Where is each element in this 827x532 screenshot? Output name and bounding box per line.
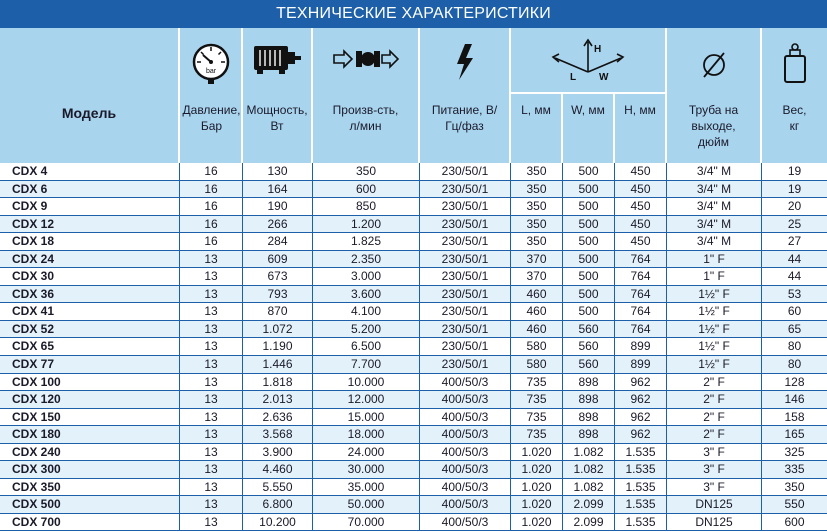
weight-cell: 146 bbox=[784, 392, 805, 407]
header-pressure-label: Давление, Бар bbox=[182, 103, 241, 133]
H-cell: 450 bbox=[615, 163, 667, 180]
flow-cell: 600 bbox=[313, 181, 420, 198]
table-row bbox=[0, 461, 827, 479]
H-cell: 450 bbox=[615, 198, 667, 215]
header-W-label: W, мм bbox=[571, 103, 605, 117]
table-row bbox=[0, 286, 827, 304]
supply-cell: 230/50/1 bbox=[420, 268, 511, 285]
table-row bbox=[0, 268, 827, 286]
pressure-cell: 13 bbox=[180, 391, 243, 408]
H-cell: 764 bbox=[615, 268, 667, 285]
L-cell: 350 bbox=[511, 181, 563, 198]
L-cell: 370 bbox=[511, 268, 563, 285]
H-cell: 962 bbox=[615, 391, 667, 408]
weight-cell: 60 bbox=[787, 304, 802, 319]
power-cell: 1.446 bbox=[243, 356, 313, 373]
power-cell: 870 bbox=[243, 303, 313, 320]
table-row bbox=[0, 321, 827, 339]
flow-cell: 850 bbox=[313, 198, 420, 215]
weight-cell: 128 bbox=[784, 374, 805, 389]
table-row bbox=[0, 303, 827, 321]
flow-cell: 3.000 bbox=[313, 268, 420, 285]
pipe-cell: 3" F bbox=[667, 461, 762, 478]
H-cell: 1.535 bbox=[615, 514, 667, 531]
W-cell: 500 bbox=[563, 163, 615, 180]
supply-cell: 400/50/3 bbox=[420, 461, 511, 478]
H-cell: 764 bbox=[615, 286, 667, 303]
model-cell: CDX 30 bbox=[0, 268, 180, 285]
pipe-cell: 2" F bbox=[667, 391, 762, 408]
table-title: ТЕХНИЧЕСКИЕ ХАРАКТЕРИСТИКИ bbox=[0, 0, 827, 28]
table-row bbox=[0, 444, 827, 462]
header-weight bbox=[762, 28, 827, 163]
pressure-cell: 13 bbox=[180, 461, 243, 478]
model-cell: CDX 9 bbox=[0, 198, 180, 215]
L-cell: 350 bbox=[511, 233, 563, 250]
flow-cell: 70.000 bbox=[313, 514, 420, 531]
header-power bbox=[243, 28, 313, 163]
pipe-cell: 1½" F bbox=[667, 338, 762, 355]
pipe-cell: 3/4" M bbox=[667, 181, 762, 198]
header-weight-label: Вес, кг bbox=[782, 103, 807, 133]
model-cell: CDX 77 bbox=[0, 356, 180, 373]
pipe-cell: 3/4" M bbox=[667, 163, 762, 180]
power-cell: 1.072 bbox=[243, 321, 313, 338]
L-cell: 580 bbox=[511, 338, 563, 355]
power-cell: 1.190 bbox=[243, 338, 313, 355]
dim-l-label: L bbox=[570, 72, 577, 83]
header-H-label: H, мм bbox=[624, 103, 656, 117]
flow-cell: 24.000 bbox=[313, 444, 420, 461]
header-dimensions-icon-area bbox=[511, 28, 665, 94]
H-cell: 450 bbox=[615, 216, 667, 233]
L-cell: 460 bbox=[511, 286, 563, 303]
model-cell: CDX 350 bbox=[0, 479, 180, 496]
gauge-bar-label: bar bbox=[205, 68, 216, 75]
W-cell: 560 bbox=[563, 338, 615, 355]
weight-cell: 20 bbox=[787, 199, 802, 214]
W-cell: 898 bbox=[563, 409, 615, 426]
pressure-cell: 16 bbox=[180, 233, 243, 250]
supply-cell: 230/50/1 bbox=[420, 233, 511, 250]
power-cell: 4.460 bbox=[243, 461, 313, 478]
weight-cell: 600 bbox=[784, 514, 805, 529]
H-cell: 450 bbox=[615, 181, 667, 198]
header-L bbox=[511, 94, 563, 163]
W-cell: 560 bbox=[563, 321, 615, 338]
model-cell: CDX 52 bbox=[0, 321, 180, 338]
power-cell: 190 bbox=[243, 198, 313, 215]
table-row bbox=[0, 479, 827, 497]
pressure-cell: 13 bbox=[180, 374, 243, 391]
flow-cell: 15.000 bbox=[313, 409, 420, 426]
model-cell: CDX 150 bbox=[0, 409, 180, 426]
pressure-cell: 13 bbox=[180, 356, 243, 373]
pipe-cell: DN125 bbox=[667, 496, 762, 513]
pressure-cell: 13 bbox=[180, 496, 243, 513]
supply-cell: 400/50/3 bbox=[420, 444, 511, 461]
pressure-cell: 16 bbox=[180, 181, 243, 198]
H-cell: 450 bbox=[615, 233, 667, 250]
table-header bbox=[0, 28, 827, 163]
model-cell: CDX 65 bbox=[0, 338, 180, 355]
pipe-cell: 2" F bbox=[667, 374, 762, 391]
flow-cell: 6.500 bbox=[313, 338, 420, 355]
model-cell: CDX 100 bbox=[0, 374, 180, 391]
supply-cell: 400/50/3 bbox=[420, 426, 511, 443]
L-cell: 1.020 bbox=[511, 461, 563, 478]
header-pipe bbox=[667, 28, 762, 163]
supply-cell: 400/50/3 bbox=[420, 496, 511, 513]
flow-cell: 4.100 bbox=[313, 303, 420, 320]
model-cell: CDX 120 bbox=[0, 391, 180, 408]
header-model-label: Модель bbox=[61, 105, 117, 121]
pipe-cell: 1½" F bbox=[667, 321, 762, 338]
table-row bbox=[0, 409, 827, 427]
W-cell: 560 bbox=[563, 356, 615, 373]
W-cell: 500 bbox=[563, 268, 615, 285]
flow-cell: 350 bbox=[313, 163, 420, 180]
H-cell: 962 bbox=[615, 426, 667, 443]
header-L-label: L, мм bbox=[521, 103, 551, 117]
dimensions-icon bbox=[511, 36, 665, 86]
supply-cell: 400/50/3 bbox=[420, 391, 511, 408]
pressure-cell: 13 bbox=[180, 514, 243, 531]
pipe-cell: 2" F bbox=[667, 409, 762, 426]
model-cell: CDX 36 bbox=[0, 286, 180, 303]
flow-icon bbox=[313, 42, 418, 76]
pipe-cell: 3/4" M bbox=[667, 216, 762, 233]
pipe-cell: 1½" F bbox=[667, 286, 762, 303]
H-cell: 899 bbox=[615, 338, 667, 355]
pressure-cell: 13 bbox=[180, 286, 243, 303]
power-cell: 3.568 bbox=[243, 426, 313, 443]
flow-cell: 50.000 bbox=[313, 496, 420, 513]
pressure-cell: 13 bbox=[180, 321, 243, 338]
flow-cell: 12.000 bbox=[313, 391, 420, 408]
weight-cell: 44 bbox=[787, 269, 802, 284]
H-cell: 899 bbox=[615, 356, 667, 373]
power-cell: 3.900 bbox=[243, 444, 313, 461]
supply-cell: 400/50/3 bbox=[420, 409, 511, 426]
H-cell: 1.535 bbox=[615, 444, 667, 461]
header-dimensions bbox=[511, 28, 667, 163]
model-cell: CDX 41 bbox=[0, 303, 180, 320]
H-cell: 962 bbox=[615, 374, 667, 391]
table-row bbox=[0, 356, 827, 374]
weight-cell: 19 bbox=[787, 164, 802, 178]
header-pressure bbox=[180, 28, 243, 163]
flow-cell: 30.000 bbox=[313, 461, 420, 478]
H-cell: 764 bbox=[615, 321, 667, 338]
supply-cell: 230/50/1 bbox=[420, 338, 511, 355]
supply-cell: 230/50/1 bbox=[420, 251, 511, 268]
pressure-cell: 13 bbox=[180, 338, 243, 355]
supply-cell: 230/50/1 bbox=[420, 321, 511, 338]
table-row bbox=[0, 338, 827, 356]
flow-cell: 7.700 bbox=[313, 356, 420, 373]
flow-cell: 18.000 bbox=[313, 426, 420, 443]
power-cell: 130 bbox=[243, 163, 313, 180]
header-model bbox=[0, 28, 180, 163]
L-cell: 580 bbox=[511, 356, 563, 373]
table-row bbox=[0, 426, 827, 444]
W-cell: 500 bbox=[563, 286, 615, 303]
W-cell: 2.099 bbox=[563, 496, 615, 513]
pipe-cell: 3/4" M bbox=[667, 198, 762, 215]
L-cell: 350 bbox=[511, 163, 563, 180]
supply-cell: 230/50/1 bbox=[420, 216, 511, 233]
weight-cell: 53 bbox=[787, 286, 802, 301]
weight-cell: 65 bbox=[787, 321, 802, 336]
weight-cell: 27 bbox=[787, 234, 802, 249]
weight-cell: 350 bbox=[784, 479, 805, 494]
table-row bbox=[0, 216, 827, 234]
table-row bbox=[0, 163, 827, 181]
W-cell: 898 bbox=[563, 374, 615, 391]
pressure-cell: 16 bbox=[180, 163, 243, 180]
flow-cell: 3.600 bbox=[313, 286, 420, 303]
L-cell: 735 bbox=[511, 391, 563, 408]
table-row bbox=[0, 198, 827, 216]
weight-cell: 335 bbox=[784, 462, 805, 477]
model-cell: CDX 4 bbox=[0, 163, 180, 180]
pipe-cell: 1" F bbox=[667, 268, 762, 285]
pressure-cell: 13 bbox=[180, 479, 243, 496]
pipe-cell: 1½" F bbox=[667, 303, 762, 320]
L-cell: 350 bbox=[511, 216, 563, 233]
W-cell: 500 bbox=[563, 181, 615, 198]
weight-cell: 80 bbox=[787, 357, 802, 372]
header-power-label: Мощность, Вт bbox=[246, 103, 308, 133]
table-body bbox=[0, 163, 827, 531]
table-row bbox=[0, 374, 827, 392]
flow-cell: 5.200 bbox=[313, 321, 420, 338]
flow-cell: 1.825 bbox=[313, 233, 420, 250]
header-H bbox=[615, 94, 665, 163]
supply-cell: 230/50/1 bbox=[420, 356, 511, 373]
power-cell: 793 bbox=[243, 286, 313, 303]
power-cell: 266 bbox=[243, 216, 313, 233]
header-supply-label: Питание, В/Гц/фаз bbox=[431, 103, 498, 133]
power-cell: 5.550 bbox=[243, 479, 313, 496]
power-cell: 10.200 bbox=[243, 514, 313, 531]
L-cell: 350 bbox=[511, 198, 563, 215]
W-cell: 1.082 bbox=[563, 444, 615, 461]
pipe-cell: 1½" F bbox=[667, 356, 762, 373]
dim-w-label: W bbox=[599, 72, 609, 83]
power-cell: 673 bbox=[243, 268, 313, 285]
header-pipe-label: Труба на выходе, дюйм bbox=[688, 103, 739, 149]
L-cell: 1.020 bbox=[511, 496, 563, 513]
power-cell: 1.818 bbox=[243, 374, 313, 391]
model-cell: CDX 500 bbox=[0, 496, 180, 513]
L-cell: 460 bbox=[511, 303, 563, 320]
L-cell: 735 bbox=[511, 426, 563, 443]
model-cell: CDX 700 bbox=[0, 514, 180, 531]
L-cell: 735 bbox=[511, 409, 563, 426]
supply-cell: 230/50/1 bbox=[420, 163, 511, 180]
power-cell: 2.636 bbox=[243, 409, 313, 426]
header-supply bbox=[420, 28, 511, 163]
supply-cell: 400/50/3 bbox=[420, 479, 511, 496]
W-cell: 500 bbox=[563, 251, 615, 268]
weight-cell: 550 bbox=[784, 497, 805, 512]
supply-cell: 230/50/1 bbox=[420, 181, 511, 198]
L-cell: 1.020 bbox=[511, 514, 563, 531]
diameter-icon bbox=[667, 50, 760, 80]
weight-cell: 25 bbox=[787, 216, 802, 231]
model-cell: CDX 24 bbox=[0, 251, 180, 268]
pipe-cell: DN125 bbox=[667, 514, 762, 531]
table-row bbox=[0, 233, 827, 251]
power-cell: 6.800 bbox=[243, 496, 313, 513]
H-cell: 1.535 bbox=[615, 479, 667, 496]
power-cell: 609 bbox=[243, 251, 313, 268]
pressure-cell: 13 bbox=[180, 251, 243, 268]
table-row bbox=[0, 181, 827, 199]
lightning-icon bbox=[420, 42, 509, 82]
H-cell: 764 bbox=[615, 251, 667, 268]
supply-cell: 230/50/1 bbox=[420, 286, 511, 303]
dim-h-label: H bbox=[594, 44, 602, 55]
pipe-cell: 3" F bbox=[667, 444, 762, 461]
model-cell: CDX 180 bbox=[0, 426, 180, 443]
L-cell: 1.020 bbox=[511, 444, 563, 461]
flow-cell: 2.350 bbox=[313, 251, 420, 268]
weight-icon bbox=[762, 42, 827, 84]
table-row bbox=[0, 496, 827, 514]
pressure-cell: 13 bbox=[180, 444, 243, 461]
weight-cell: 165 bbox=[784, 427, 805, 442]
model-cell: CDX 18 bbox=[0, 233, 180, 250]
L-cell: 460 bbox=[511, 321, 563, 338]
pressure-cell: 13 bbox=[180, 268, 243, 285]
flow-cell: 10.000 bbox=[313, 374, 420, 391]
weight-cell: 325 bbox=[784, 444, 805, 459]
pressure-gauge-icon bbox=[180, 42, 241, 84]
header-flow bbox=[313, 28, 420, 163]
supply-cell: 400/50/3 bbox=[420, 514, 511, 531]
supply-cell: 230/50/1 bbox=[420, 303, 511, 320]
supply-cell: 230/50/1 bbox=[420, 198, 511, 215]
W-cell: 898 bbox=[563, 426, 615, 443]
pipe-cell: 2" F bbox=[667, 426, 762, 443]
L-cell: 370 bbox=[511, 251, 563, 268]
W-cell: 500 bbox=[563, 216, 615, 233]
W-cell: 500 bbox=[563, 233, 615, 250]
pressure-cell: 13 bbox=[180, 303, 243, 320]
H-cell: 1.535 bbox=[615, 496, 667, 513]
model-cell: CDX 6 bbox=[0, 181, 180, 198]
power-cell: 284 bbox=[243, 233, 313, 250]
pipe-cell: 1" F bbox=[667, 251, 762, 268]
L-cell: 1.020 bbox=[511, 479, 563, 496]
pressure-cell: 13 bbox=[180, 409, 243, 426]
pressure-cell: 16 bbox=[180, 216, 243, 233]
header-W bbox=[563, 94, 615, 163]
W-cell: 898 bbox=[563, 391, 615, 408]
motor-icon bbox=[243, 42, 311, 76]
H-cell: 1.535 bbox=[615, 461, 667, 478]
flow-cell: 1.200 bbox=[313, 216, 420, 233]
table-row bbox=[0, 251, 827, 269]
header-flow-label: Произв-сть, л/мин bbox=[332, 103, 399, 133]
table-row bbox=[0, 514, 827, 532]
W-cell: 1.082 bbox=[563, 461, 615, 478]
flow-cell: 35.000 bbox=[313, 479, 420, 496]
W-cell: 1.082 bbox=[563, 479, 615, 496]
weight-cell: 44 bbox=[787, 251, 802, 266]
W-cell: 500 bbox=[563, 198, 615, 215]
power-cell: 164 bbox=[243, 181, 313, 198]
weight-cell: 19 bbox=[787, 181, 802, 196]
weight-cell: 158 bbox=[784, 409, 805, 424]
table-row bbox=[0, 391, 827, 409]
H-cell: 764 bbox=[615, 303, 667, 320]
power-cell: 2.013 bbox=[243, 391, 313, 408]
pipe-cell: 3" F bbox=[667, 479, 762, 496]
model-cell: CDX 12 bbox=[0, 216, 180, 233]
L-cell: 735 bbox=[511, 374, 563, 391]
model-cell: CDX 300 bbox=[0, 461, 180, 478]
pressure-cell: 16 bbox=[180, 198, 243, 215]
W-cell: 500 bbox=[563, 303, 615, 320]
supply-cell: 400/50/3 bbox=[420, 374, 511, 391]
pressure-cell: 13 bbox=[180, 426, 243, 443]
H-cell: 962 bbox=[615, 409, 667, 426]
W-cell: 2.099 bbox=[563, 514, 615, 531]
weight-cell: 80 bbox=[787, 339, 802, 354]
pipe-cell: 3/4" M bbox=[667, 233, 762, 250]
model-cell: CDX 240 bbox=[0, 444, 180, 461]
